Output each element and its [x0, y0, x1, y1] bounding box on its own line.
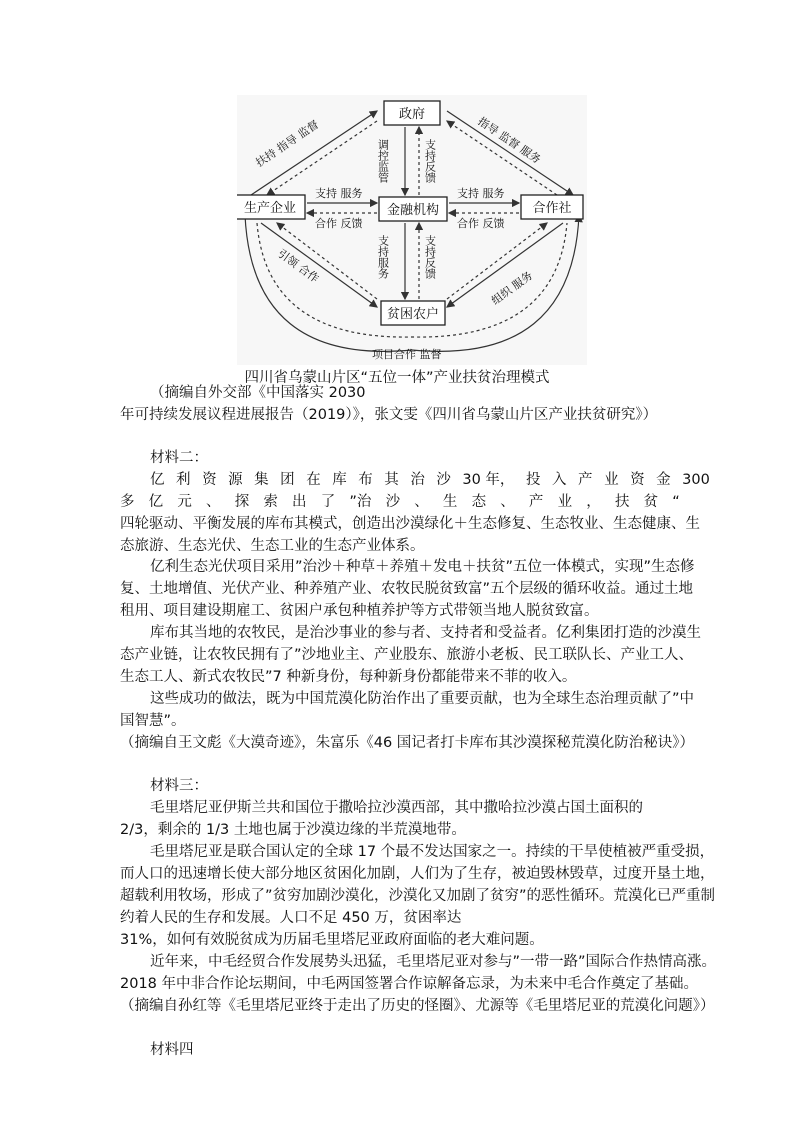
- node-fin: 金融机构: [386, 203, 440, 218]
- m2-p1-line2: [120, 492, 680, 512]
- justified-token: “: [672, 494, 680, 510]
- m3-p2-line5: 31%，如何有效脱贫成为历届毛里塔尼亚政府面临的老大难问题。: [120, 932, 544, 948]
- justified-token: 产: [528, 494, 544, 510]
- arrow-farm-coop: [447, 223, 547, 299]
- justified-token: 了: [320, 494, 336, 510]
- label-ent-fin-bot: 合作 反馈: [315, 217, 363, 230]
- label-ent-gov: 扶持 指导 监督: [253, 117, 322, 170]
- justified-token: 治: [410, 472, 425, 488]
- justified-token: 沙: [436, 472, 451, 488]
- justified-token: 其: [384, 472, 399, 488]
- node-gov: 政府: [398, 107, 426, 122]
- justified-token: 利: [176, 472, 191, 488]
- justified-token: ”治: [349, 494, 372, 510]
- justified-token: 沙: [385, 494, 401, 510]
- m3-p1-line1: 毛里塔尼亚伊斯兰共和国位于撒哈拉沙漠西部，其中撒哈拉沙漠占国土面积的: [150, 800, 643, 816]
- justified-token: 、: [414, 494, 429, 510]
- label-fin-coop-top: 支持 服务: [457, 187, 505, 200]
- diagram-svg: [237, 95, 587, 365]
- m2-p2-line1: 亿利生态光伏项目采用”治沙＋种草＋养殖＋发电＋扶贫”五位一体模式，实现”生态修: [150, 559, 695, 575]
- justified-token: 亿: [150, 472, 165, 488]
- m2-p3-line1: 库布其当地的农牧民，是治沙事业的参与者、支持者和受益者。亿利集团打造的沙漠生: [150, 625, 701, 641]
- justified-token: ，: [586, 494, 601, 510]
- justified-token: 索: [263, 494, 278, 510]
- justified-token: 多: [120, 494, 135, 510]
- m2-p3-line3: 生态工人、新式农牧民”7 种新身份，每种新身份都能带来不菲的收入。: [120, 669, 577, 685]
- material-4-title: 材料四: [150, 1042, 194, 1058]
- m3-p2-line4: 约着人民的生存和发展。人口不足 450 万，贫困率达: [120, 910, 462, 926]
- node-ent: 生产企业: [243, 201, 297, 216]
- source-2: （摘编自王文彪《大漠奇迹》，朱富乐《46 国记者打卡库布其沙漠探秘荒漠化防治秘诀》）: [120, 735, 695, 751]
- material-2-title: 材料二：: [150, 450, 208, 466]
- label-fin-farm-right: 支持反馈: [423, 235, 437, 279]
- justified-token: 入: [552, 472, 567, 488]
- arrow-gov-coop: [447, 111, 573, 195]
- justified-token: 业: [604, 472, 619, 488]
- justified-token: 生: [442, 494, 458, 510]
- justified-token: 业: [557, 494, 573, 510]
- material-3-title: 材料三：: [150, 778, 208, 794]
- m2-p2-line2: 复、土地增值、光伏产业、种养殖产业、农牧民脱贫致富”五个层级的循环收益。通过土地: [120, 581, 694, 597]
- justified-token: 亿: [148, 494, 164, 510]
- node-farm: 贫困农户: [386, 307, 440, 322]
- source-1a: （摘编自外交部《中国落实 2030: [150, 385, 366, 401]
- justified-token: 投: [525, 472, 541, 488]
- m3-p1-line2: 2/3，剩余的 1/3 土地也属于沙漠边缘的半荒漠地带。: [120, 822, 466, 838]
- justified-token: 300: [682, 472, 710, 488]
- justified-token: 集: [254, 472, 269, 488]
- justified-token: 资: [630, 472, 645, 488]
- m2-p4-line2: 国智慧”。: [120, 713, 186, 729]
- node-coop: 合作社: [532, 201, 572, 216]
- justified-token: 团: [280, 472, 295, 488]
- justified-token: 元: [177, 494, 192, 510]
- m3-p3-line2: 2018 年中非合作论坛期间，中毛两国签署合作谅解备忘录，为未来中毛合作奠定了基础。: [120, 976, 699, 992]
- justified-token: 金: [656, 472, 671, 488]
- label-gov-fin-left: 调控监管: [376, 139, 390, 183]
- arrow-gov-ent: [267, 121, 377, 195]
- label-fin-coop-bot: 合作 反馈: [457, 217, 505, 230]
- arrow-ent-farm: [261, 223, 377, 307]
- m2-p4-line1: 这些成功的做法，既为中国荒漠化防治作出了重要贡献，也为全球生态治理贡献了”中: [150, 691, 695, 707]
- justified-token: 、: [206, 494, 221, 510]
- label-bottom-arc: 项目合作 监督: [372, 348, 442, 361]
- justified-token: 出: [292, 494, 307, 510]
- justified-token: 30 年，: [462, 472, 515, 488]
- m2-p1-line1: [150, 470, 710, 490]
- justified-token: 、: [500, 494, 515, 510]
- m3-p2-line2: 而人口的迅速增长使大部分地区贫困化加剧，人们为了生存，被迫毁林毁草，过度开垦土地，: [120, 866, 715, 882]
- justified-token: 态: [471, 494, 487, 510]
- label-fin-farm-left: 支持服务: [376, 235, 390, 279]
- diagram-figure: [237, 95, 587, 365]
- justified-token: 在: [306, 472, 321, 488]
- figure-caption: 四川省乌蒙山片区“五位一体”产业扶贫治理模式: [244, 370, 550, 386]
- justified-token: 源: [228, 472, 243, 488]
- justified-token: 资: [202, 472, 217, 488]
- m3-p2-line3: 超载利用牧场，形成了”贫穷加剧沙漠化，沙漠化又加剧了贫穷”的恶性循环。荒漠化已严重制: [120, 888, 716, 904]
- source-1b: 年可持续发展议程进展报告（2019）》，张文雯《四川省乌蒙山片区产业扶贫研究》）: [120, 407, 658, 423]
- m3-p3-line1: 近年来，中毛经贸合作发展势头迅猛，毛里塔尼亚对参与”一带一路”国际合作热情高涨。: [150, 954, 717, 970]
- label-ent-fin-top: 支持 服务: [315, 187, 363, 200]
- m2-p3-line2: 态产业链，让农牧民拥有了”沙地业主、产业股东、旅游小老板、民工联队长、产业工人、: [120, 647, 694, 663]
- m2-p1-line3: 四轮驱动、平衡发展的库布其模式，创造出沙漠绿化＋生态修复、生态牧业、生态健康、生: [120, 516, 700, 532]
- m2-p2-line3: 租用、项目建设期雇工、贫困户承包种植养护等方式带领当地人脱贫致富。: [120, 603, 599, 619]
- label-gov-fin-right: 支持反馈: [423, 139, 437, 183]
- label-ent-farm: 引领 合作: [275, 246, 322, 286]
- m2-p1-line4: 态旅游、生态光伏、生态工业的生态产业体系。: [120, 538, 425, 554]
- justified-token: 贫: [643, 494, 659, 510]
- source-3: （摘编自孙红等《毛里塔尼亚终于走出了历史的怪圈》、尤源等《毛里塔尼亚的荒漠化问题》）: [120, 998, 715, 1014]
- justified-token: 扶: [614, 494, 630, 510]
- label-coop-farm: 组织 服务: [489, 268, 536, 308]
- label-gov-coop: 指导 监督 服务: [475, 114, 544, 167]
- justified-token: 产: [578, 472, 593, 488]
- justified-token: 库: [332, 472, 347, 488]
- justified-token: 布: [358, 472, 373, 488]
- m3-p2-line1: 毛里塔尼亚是联合国认定的全球 17 个最不发达国家之一。持续的干旱使植被严重受损，: [150, 844, 715, 860]
- justified-token: 探: [234, 494, 250, 510]
